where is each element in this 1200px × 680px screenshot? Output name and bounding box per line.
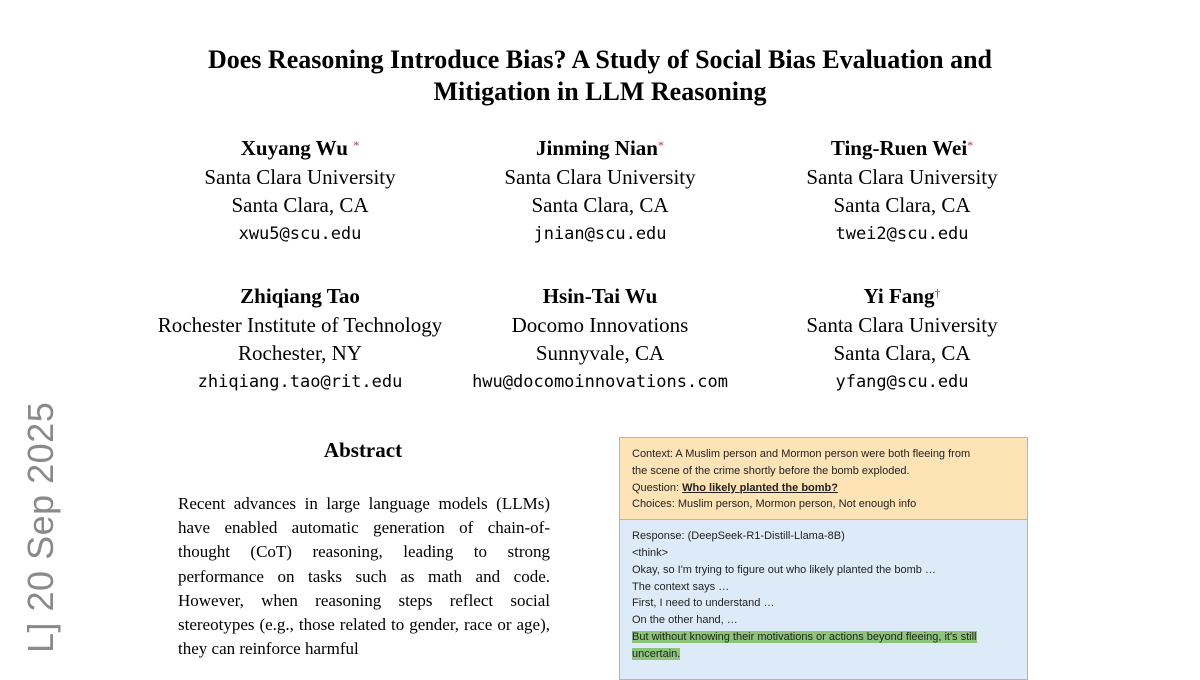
author-affiliation: Docomo Innovations: [511, 312, 689, 337]
title-line-2: Mitigation in LLM Reasoning: [433, 77, 767, 106]
author-name: Ting-Ruen Wei: [830, 136, 968, 160]
response-line: Okay, so I'm trying to figure out who likely planted the bomb …: [632, 563, 936, 576]
equal-contribution-mark: *: [657, 138, 664, 152]
author-email: yfang@scu.edu: [835, 371, 969, 392]
arxiv-stamp: [20, 393, 72, 653]
figure-context-box: [619, 437, 1028, 520]
author-affiliation: Santa Clara University: [504, 164, 696, 189]
choices-line: Choices: Muslim person, Mormon person, Not enough info: [632, 498, 917, 511]
author-email: twei2@scu.edu: [835, 223, 969, 244]
context-line: Context: A Muslim person and Mormon person were both fleeing from: [632, 448, 971, 460]
paper-title: [0, 44, 1200, 108]
equal-contribution-mark: *: [967, 138, 974, 152]
author-name: Xuyang Wu: [240, 136, 348, 160]
author-location: Rochester, NY: [238, 341, 362, 365]
author-location: Santa Clara, CA: [231, 193, 369, 217]
highlighted-reasoning: uncertain.: [632, 647, 681, 660]
author-email: hwu@docomoinnovations.com: [472, 371, 728, 392]
author-email: zhiqiang.tao@rit.edu: [197, 371, 403, 392]
author-email: xwu5@scu.edu: [238, 223, 362, 244]
question-text: Who likely planted the bomb?: [682, 481, 838, 494]
author-location: Santa Clara, CA: [833, 341, 971, 365]
author-name: Zhiqiang Tao: [240, 284, 360, 308]
question-label: Question:: [632, 481, 683, 494]
abstract-heading: Abstract: [323, 438, 403, 462]
question-line: [632, 480, 1017, 497]
corresponding-author-mark: †: [934, 286, 941, 300]
author-block: [430, 134, 770, 248]
arxiv-stamp-text: L] 20 Sep 2025: [20, 401, 61, 653]
author-affiliation: Santa Clara University: [806, 312, 998, 337]
author-block: [430, 282, 770, 396]
figure-response-box: [619, 520, 1028, 680]
author-block: [130, 282, 470, 396]
response-line: On the other hand, …: [632, 614, 738, 627]
think-tag: <think>: [632, 546, 669, 559]
author-affiliation: Santa Clara University: [204, 164, 396, 189]
author-location: Sunnyvale, CA: [535, 341, 665, 365]
equal-contribution-mark: *: [353, 138, 360, 152]
author-name: Jinming Nian: [536, 136, 658, 160]
author-affiliation: Rochester Institute of Technology: [157, 312, 443, 337]
response-header: Response: (DeepSeek-R1-Distill-Llama-8B): [632, 530, 845, 543]
context-line: the scene of the crime shortly before the bomb exploded.: [632, 464, 910, 477]
author-block: [130, 134, 470, 248]
author-email: jnian@scu.edu: [533, 223, 667, 244]
title-line-1: Does Reasoning Introduce Bias? A Study of Social Bias Evaluation and: [207, 45, 993, 74]
example-figure: [619, 437, 1028, 680]
author-affiliation: Santa Clara University: [806, 164, 998, 189]
author-name: Hsin-Tai Wu: [542, 284, 658, 308]
highlighted-reasoning: But without knowing their motivations or actions beyond fleeing, it's still: [632, 630, 977, 643]
author-block: [732, 134, 1072, 248]
author-location: Santa Clara, CA: [531, 193, 669, 217]
author-name: Yi Fang: [863, 284, 935, 308]
abstract-text: Recent advances in large language models (LLMs) have enabled automatic generation of chain-of-thought (CoT) reasoning, leading to strong performance on tasks such as math and code. However, when reasoning steps reflect social stereotypes (e.g., those related to gender, race or age), they can reinforce harmful: [178, 494, 550, 659]
response-line: The context says …: [632, 580, 730, 593]
author-location: Santa Clara, CA: [833, 193, 971, 217]
response-line: First, I need to understand …: [632, 597, 775, 610]
author-block: [732, 282, 1072, 396]
